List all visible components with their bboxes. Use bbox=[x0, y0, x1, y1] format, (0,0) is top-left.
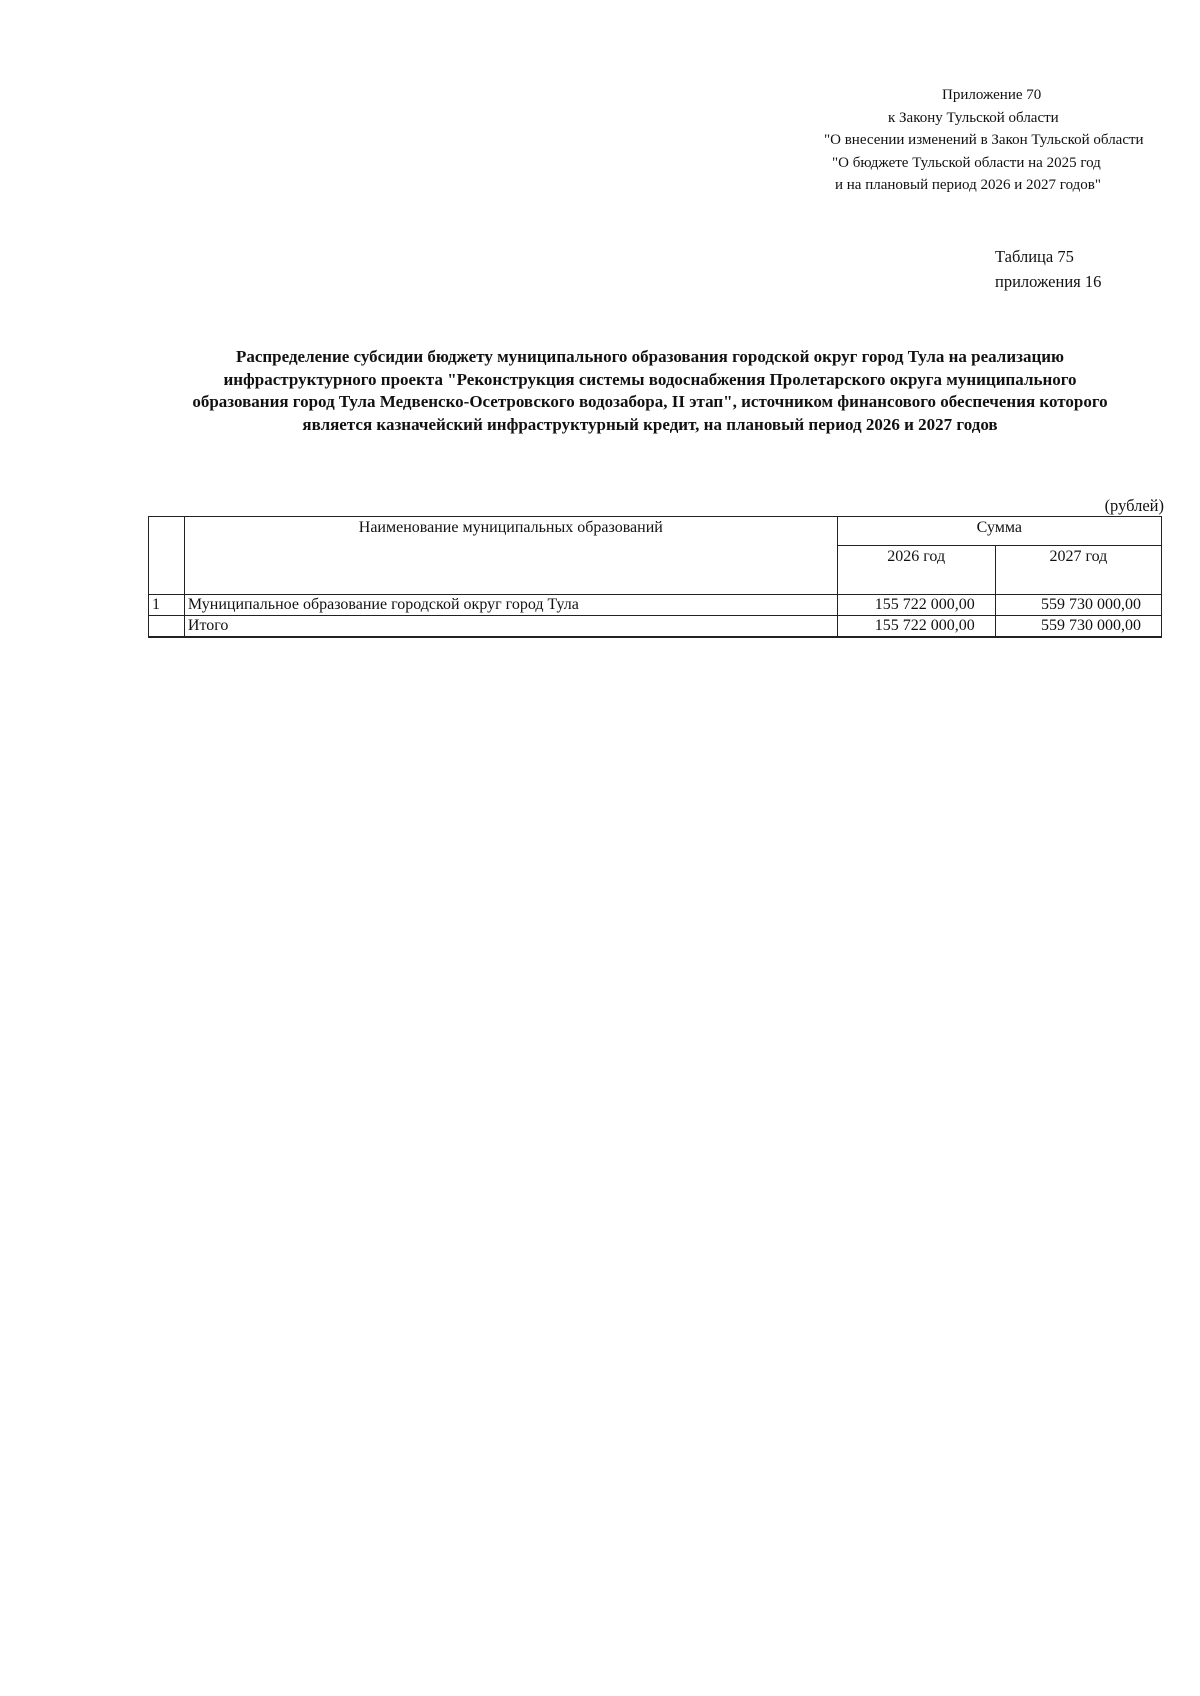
title-line-3: образования город Тула Медвенско-Осетровского водозабора, II этап", источником финансового обеспечения которого bbox=[192, 392, 1108, 411]
appendix-law-title-3: и на плановый период 2026 и 2027 годов" bbox=[835, 177, 1101, 193]
header-year-2027: 2027 год bbox=[995, 546, 1161, 595]
header-name-cell: Наименование муниципальных образований bbox=[184, 517, 837, 595]
total-row bbox=[149, 616, 1162, 638]
table-row bbox=[149, 595, 1162, 616]
row-name: Муниципальное образование городской округ город Тула bbox=[184, 595, 837, 616]
total-label: Итого bbox=[184, 616, 837, 638]
title-line-2: инфраструктурного проекта "Реконструкция системы водоснабжения Пролетарского округа муниципального bbox=[223, 369, 1077, 389]
total-value-2026: 155 722 000,00 bbox=[837, 616, 995, 638]
table-number: Таблица 75 bbox=[995, 247, 1074, 266]
row-value-2027: 559 730 000,00 bbox=[995, 595, 1161, 616]
appendix-law-title-2: "О бюджете Тульской области на 2025 год bbox=[832, 154, 1101, 171]
header-num-cell bbox=[149, 517, 185, 595]
appendix-header bbox=[790, 84, 1190, 197]
row-number: 1 bbox=[149, 595, 185, 616]
header-sum-cell: Сумма bbox=[837, 517, 1161, 546]
document-title bbox=[150, 346, 1150, 436]
table-reference bbox=[995, 244, 1101, 294]
total-value-2027: 559 730 000,00 bbox=[995, 616, 1161, 638]
table-appendix-ref: приложения 16 bbox=[995, 272, 1102, 291]
title-line-4: является казначейский инфраструктурный кредит, на плановый период 2026 и 2027 годов bbox=[302, 414, 998, 434]
subsidy-table bbox=[148, 516, 1162, 638]
title-line-1: Распределение субсидии бюджету муниципального образования городской округ город Тула на реализацию bbox=[235, 347, 1065, 366]
appendix-law-title-1: "О внесении изменений в Закон Тульской области bbox=[824, 132, 1144, 148]
unit-label: (рублей) bbox=[1104, 496, 1164, 515]
header-row bbox=[149, 517, 1162, 546]
appendix-number: Приложение 70 bbox=[942, 87, 1042, 103]
total-num-cell bbox=[149, 616, 185, 638]
row-value-2026: 155 722 000,00 bbox=[837, 595, 995, 616]
header-year-2026: 2026 год bbox=[837, 546, 995, 595]
appendix-law-ref: к Закону Тульской области bbox=[888, 109, 1059, 126]
